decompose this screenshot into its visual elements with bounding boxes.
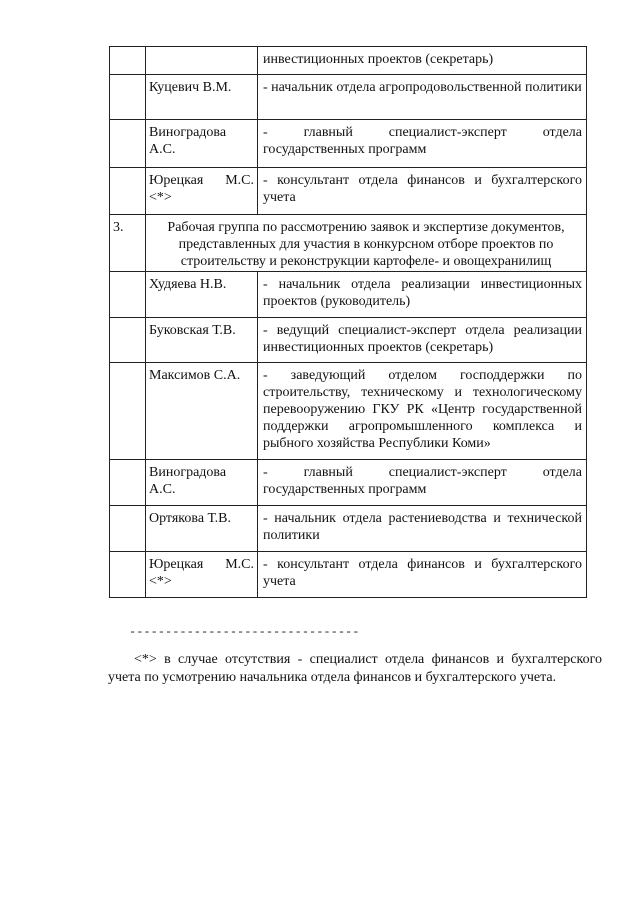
member-name: Максимов С.А.	[146, 363, 258, 460]
footnote-separator: --------------------------------	[129, 625, 360, 639]
table-row	[110, 506, 587, 552]
member-role: - начальник отдела реализации инвестиционных проектов (руководитель)	[258, 272, 587, 318]
member-role: - консультант отдела финансов и бухгалтерского учета	[258, 552, 587, 598]
group-header-row	[110, 215, 587, 272]
row-number	[110, 120, 146, 168]
member-role: - заведующий отделом господдержки по строительству, техническому и технологическому перевооружению ГКУ РК «Центр государственной поддержки агропромышленного комплекса и рыбного хозяйства Республики Коми»	[258, 363, 587, 460]
row-number	[110, 168, 146, 215]
member-role: - начальник отдела растениеводства и технической политики	[258, 506, 587, 552]
member-name-text: Юрецкая М.С. <*>	[149, 557, 254, 589]
row-number	[110, 506, 146, 552]
member-name	[146, 460, 258, 506]
table-row	[110, 47, 587, 75]
member-role: - консультант отдела финансов и бухгалтерского учета	[258, 168, 587, 215]
member-name	[146, 552, 258, 598]
member-name: Худяева Н.В.	[146, 272, 258, 318]
member-role: - начальник отдела агропродовольственной политики	[258, 75, 587, 120]
group-number: 3.	[110, 215, 146, 272]
table-row	[110, 75, 587, 120]
table-row	[110, 120, 587, 168]
table-row	[110, 168, 587, 215]
row-number	[110, 318, 146, 363]
member-name	[146, 120, 258, 168]
member-name: Куцевич В.М.	[146, 75, 258, 120]
row-number	[110, 460, 146, 506]
member-name: Буковская Т.В.	[146, 318, 258, 363]
row-number	[110, 363, 146, 460]
row-number	[110, 272, 146, 318]
footnote-text: <*> в случае отсутствия - специалист отдела финансов и бухгалтерского учета по усмотрению начальника отдела финансов и бухгалтерского учета.	[108, 652, 602, 685]
member-role: - ведущий специалист-эксперт отдела реализации инвестиционных проектов (секретарь)	[258, 318, 587, 363]
member-name: Ортякова Т.В.	[146, 506, 258, 552]
table-row	[110, 363, 587, 460]
member-role: - главный специалист-эксперт отдела государственных программ	[258, 120, 587, 168]
commission-table	[109, 46, 587, 598]
row-number	[110, 552, 146, 598]
member-role: - главный специалист-эксперт отдела государственных программ	[258, 460, 587, 506]
member-name	[146, 47, 258, 75]
member-name-text: Виноградова А.С.	[149, 465, 227, 497]
row-number	[110, 47, 146, 75]
table-row	[110, 272, 587, 318]
member-name	[146, 168, 258, 215]
table-row	[110, 318, 587, 363]
member-role: инвестиционных проектов (секретарь)	[258, 47, 587, 75]
table-row	[110, 552, 587, 598]
member-name-text: Юрецкая М.С. <*>	[149, 173, 254, 205]
group-title: Рабочая группа по рассмотрению заявок и экспертизе документов, представленных для участия в конкурсном отборе проектов по строительству и реконструкции картофеле- и овощехранилищ	[146, 215, 587, 272]
row-number	[110, 75, 146, 120]
member-name-text: Виноградова А.С.	[149, 125, 227, 157]
table-row	[110, 460, 587, 506]
